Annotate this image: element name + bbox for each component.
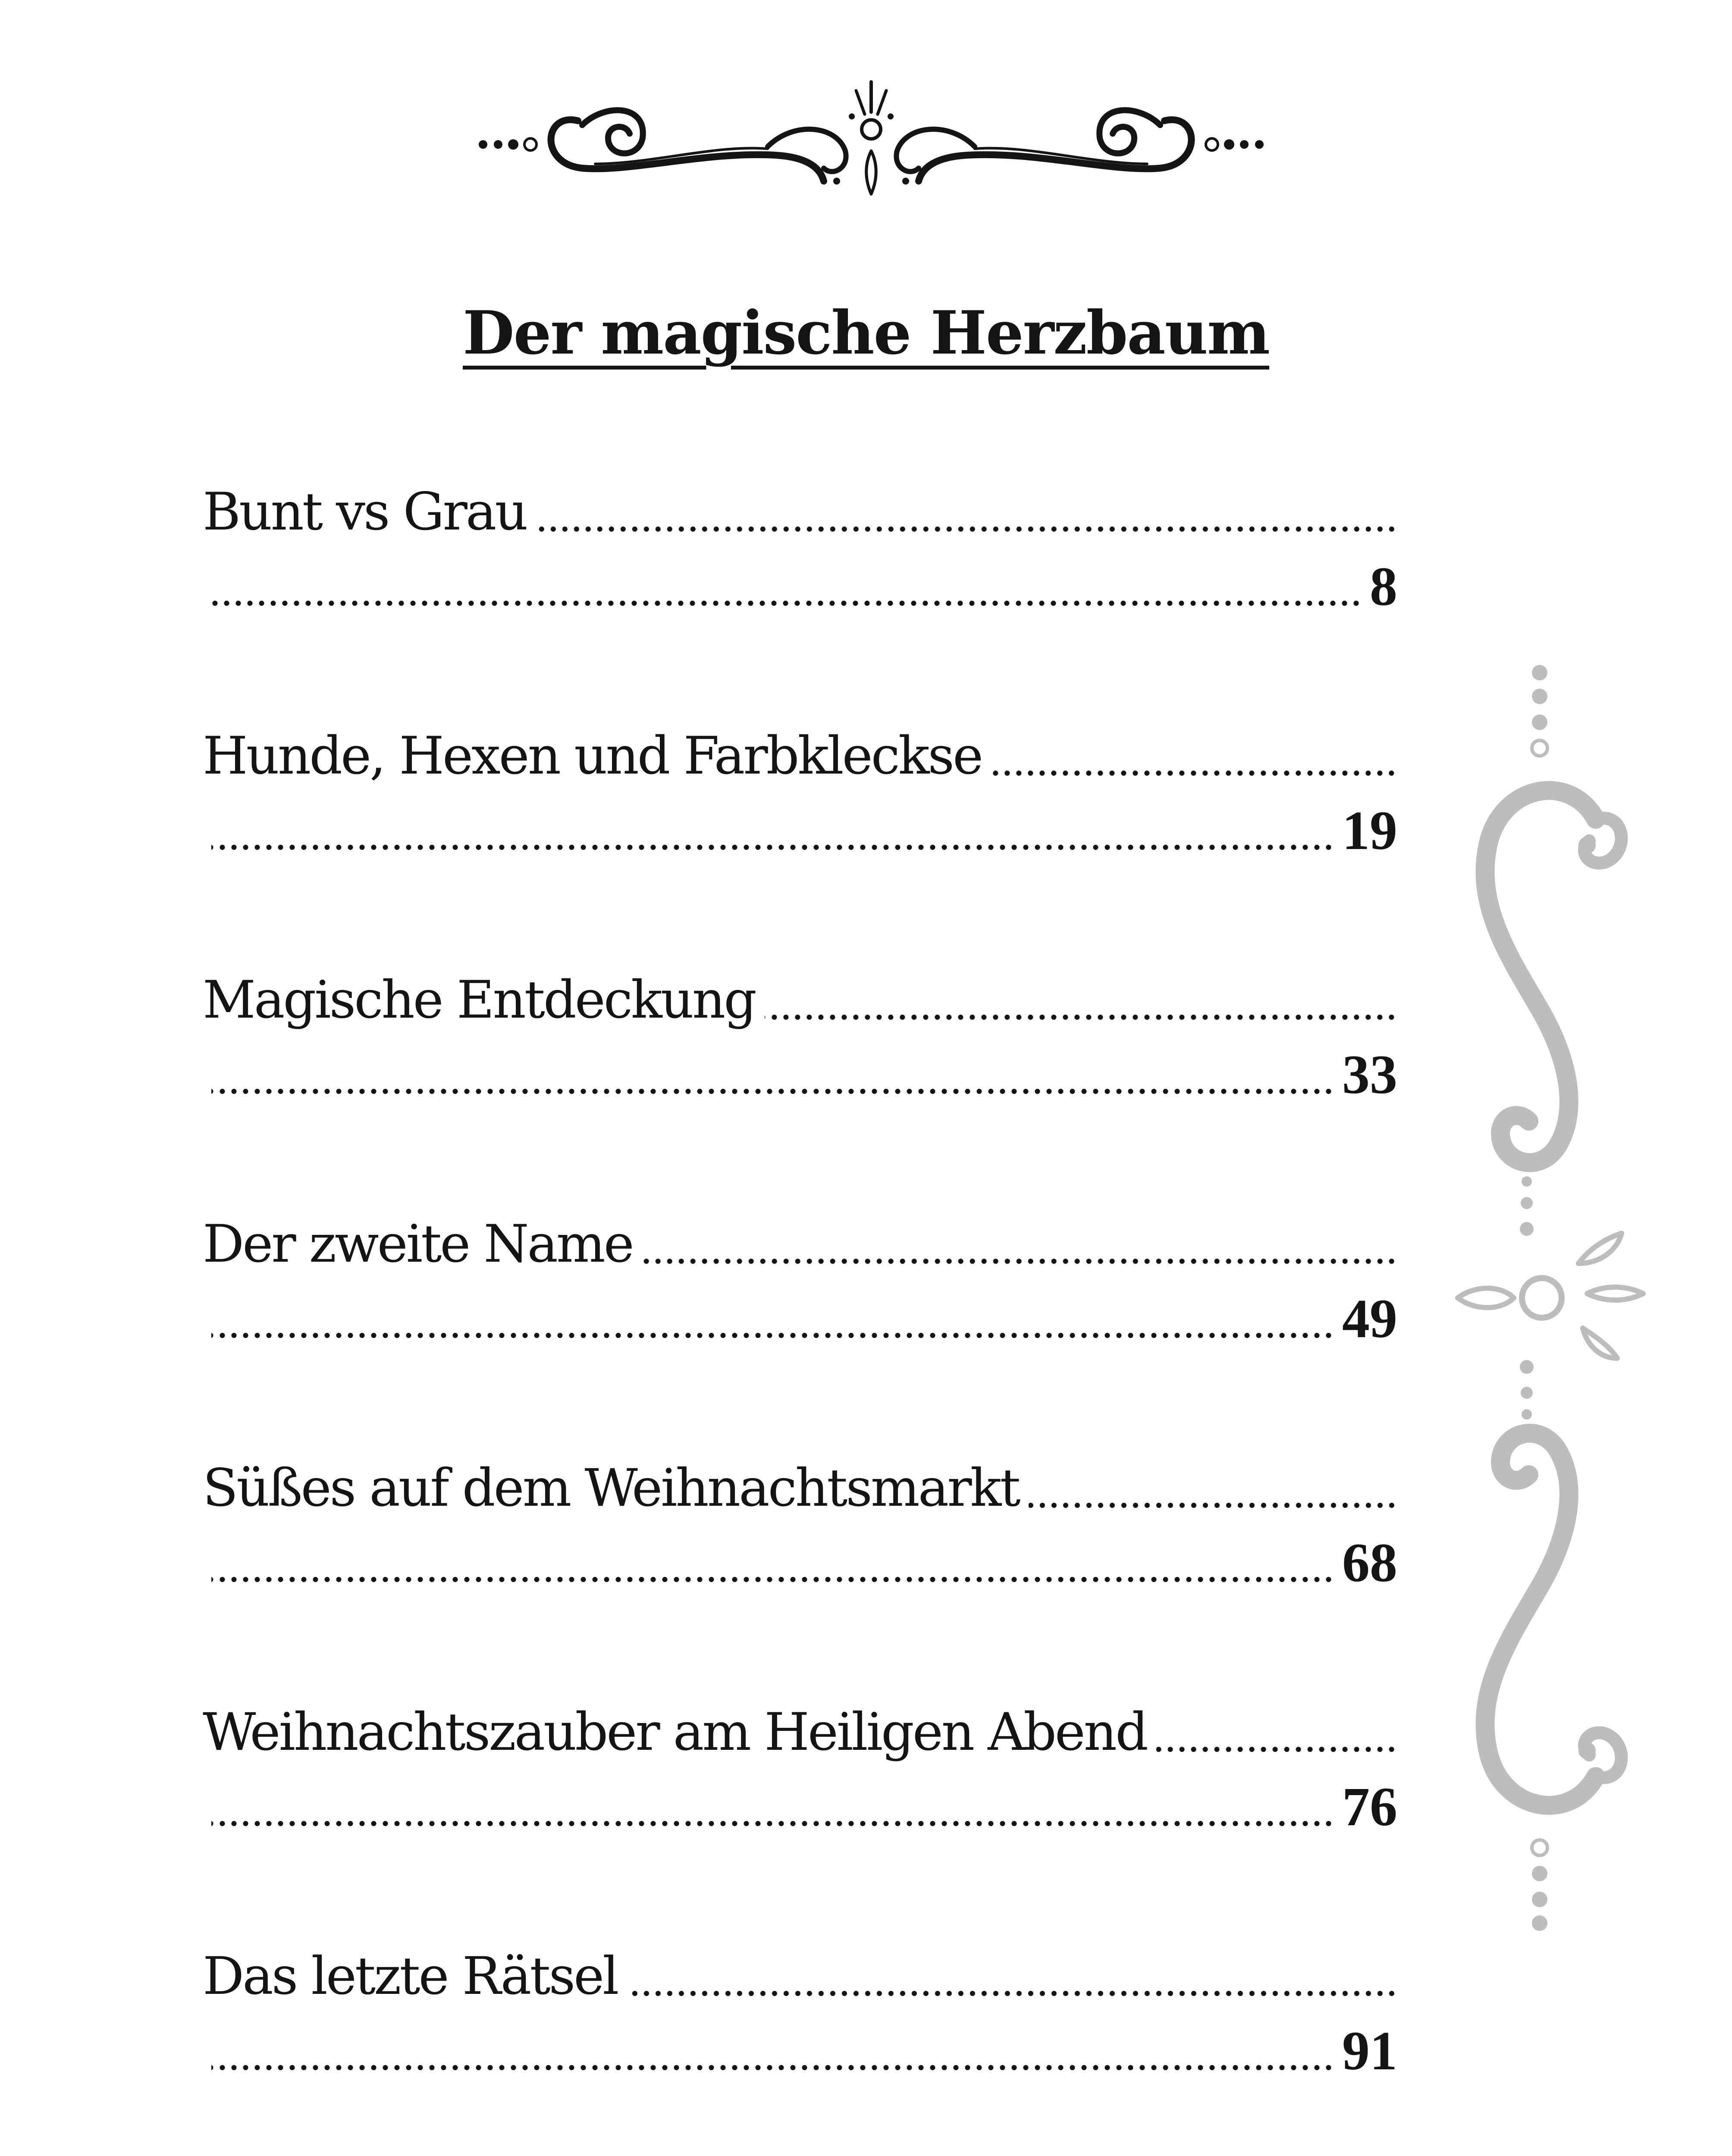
dot-leader	[642, 1258, 1397, 1264]
toc-entry-title: Der zweite Name	[203, 1214, 633, 1274]
dot-leader	[1029, 1502, 1397, 1508]
dot-leader	[627, 1990, 1397, 1996]
toc-entry[interactable]	[203, 718, 1397, 962]
toc-entry[interactable]	[203, 474, 1397, 718]
dot-leader	[1156, 1746, 1397, 1752]
toc-entry[interactable]	[203, 1695, 1397, 1939]
dot-leader	[211, 1576, 1334, 1583]
toc-page-number: 76	[1342, 1776, 1397, 1837]
toc-page-number: 33	[1342, 1044, 1397, 1105]
toc-entry-title: Süßes auf dem Weihnachtsmarkt	[203, 1458, 1019, 1518]
toc-page-number: 68	[1342, 1532, 1397, 1593]
dot-leader	[211, 1332, 1334, 1338]
dot-leader	[211, 600, 1362, 606]
page-title: Der magische Herzbaum	[463, 298, 1269, 368]
table-of-contents	[203, 474, 1397, 2156]
toc-page-number: 91	[1342, 2020, 1397, 2081]
toc-entry[interactable]	[203, 1206, 1397, 1451]
toc-entry-title: Hunde, Hexen und Farbkleckse	[203, 726, 982, 786]
toc-entry[interactable]	[203, 1939, 1397, 2156]
vertical-flourish-icon	[1440, 655, 1665, 1940]
dot-leader	[536, 526, 1397, 532]
flourish-divider-icon	[466, 65, 1277, 211]
toc-entry[interactable]	[203, 1451, 1397, 1695]
dot-leader	[765, 1014, 1397, 1020]
dot-leader	[211, 1088, 1334, 1094]
toc-entry[interactable]	[203, 962, 1397, 1206]
toc-page-number: 8	[1370, 556, 1397, 617]
toc-entry-title: Das letzte Rätsel	[203, 1946, 618, 2006]
toc-page-number: 19	[1342, 800, 1397, 861]
toc-entry-title: Weihnachtszauber am Heiligen Abend	[203, 1702, 1147, 1762]
dot-leader	[991, 770, 1397, 776]
dot-leader	[211, 2065, 1334, 2071]
toc-entry-title: Magische Entdeckung	[203, 970, 756, 1030]
toc-page-number: 49	[1342, 1288, 1397, 1349]
dot-leader	[211, 1821, 1334, 1827]
dot-leader	[211, 844, 1334, 850]
toc-entry-title: Bunt vs Grau	[203, 482, 527, 542]
